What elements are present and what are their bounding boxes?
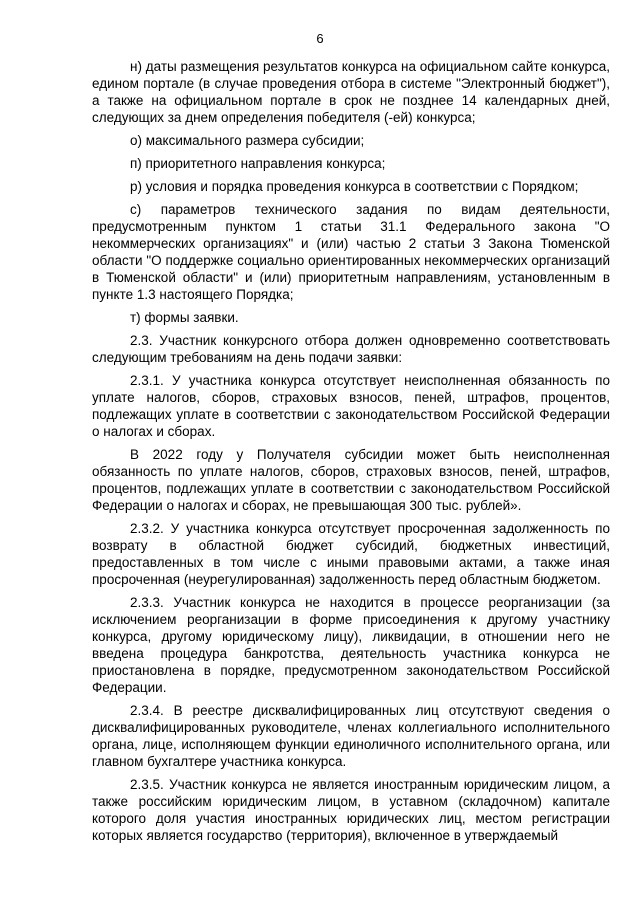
paragraph-2-3-2: 2.3.2. У участника конкурса отсутствует просроченная задолженность по возврату в областной бюджет субсидий, бюджетных инвестиций, предоставленных в том числе с иными правовыми актами, а также иная просроченная (неурегулированная) задолженность перед областным бюджетом. — [92, 521, 610, 587]
page-number: 6 — [316, 31, 324, 46]
paragraph-2-3: 2.3. Участник конкурсного отбора должен одновременно соответствовать следующим требованиям на день подачи заявки: — [92, 333, 610, 365]
paragraph-2-3-4: 2.3.4. В реестре дисквалифицированных лиц отсутствуют сведения о дисквалифицированных руководителе, членах коллегиального исполнительного органа, лице, исполняющем функции единоличного исполнительного органа, или главном бухгалтере участника конкурса. — [92, 703, 610, 769]
paragraph-t-forms: т) формы заявки. — [130, 310, 239, 325]
paragraph-s-parameters: с) параметров технического задания по видам деятельности, предусмотренным пунктом 1 статьи 31.1 Федерального закона "О некоммерческих организациях" и (или) частью 2 статьи 3 Закона Тюменской области "О поддержке социально ориентированных некоммерческих организаций в Тюменской области" и (или) приоритетным направлениям, установленным в пункте 1.3 настоящего Порядка; — [92, 202, 610, 302]
paragraph-p-priority-direction: п) приоритетного направления конкурса; — [130, 156, 386, 171]
paragraph-r-conditions: р) условия и порядка проведения конкурса в соответствии с Порядком; — [130, 179, 579, 194]
paragraph-o-max-subsidy: о) максимального размера субсидии; — [130, 133, 365, 148]
document-body — [92, 58, 610, 850]
paragraph-2-3-1: 2.3.1. У участника конкурса отсутствует неисполненная обязанность по уплате налогов, сборов, страховых взносов, пеней, штрафов, процентов, подлежащих уплате в соответствии с законодательством Российской Федерации о налогах и сборах. — [92, 373, 610, 439]
paragraph-2022-exception: В 2022 году у Получателя субсидии может быть неисполненная обязанность по уплате налогов, сборов, страховых взносов, пеней, штрафов, процентов, подлежащих уплате в соответствии с законодательством Российской Федерации о налогах и сборах, не превышающая 300 тыс. рублей». — [92, 447, 610, 513]
paragraph-2-3-5: 2.3.5. Участник конкурса не является иностранным юридическим лицом, а также российским юридическим лицом, в уставном (складочном) капитале которого доля участия иностранных юридических лиц, местом регистрации которых является государство (территория), включенное в утверждаемый — [92, 777, 610, 843]
paragraph-2-3-3: 2.3.3. Участник конкурса не находится в процессе реорганизации (за исключением реорганизации в форме присоединения к другому участнику конкурса, другому юридическому лицу), ликвидации, в отношении него не введена процедура банкротства, деятельность участника конкурса не приостановлена в порядке, предусмотренном законодательством Российской Федерации. — [92, 595, 610, 695]
paragraph-n-dates: н) даты размещения результатов конкурса на официальном сайте конкурса, едином портале (в случае проведения отбора в системе "Электронный бюджет"), а также на официальном портале в срок не позднее 14 календарных дней, следующих за днем определения победителя (-ей) конкурса; — [92, 59, 610, 125]
